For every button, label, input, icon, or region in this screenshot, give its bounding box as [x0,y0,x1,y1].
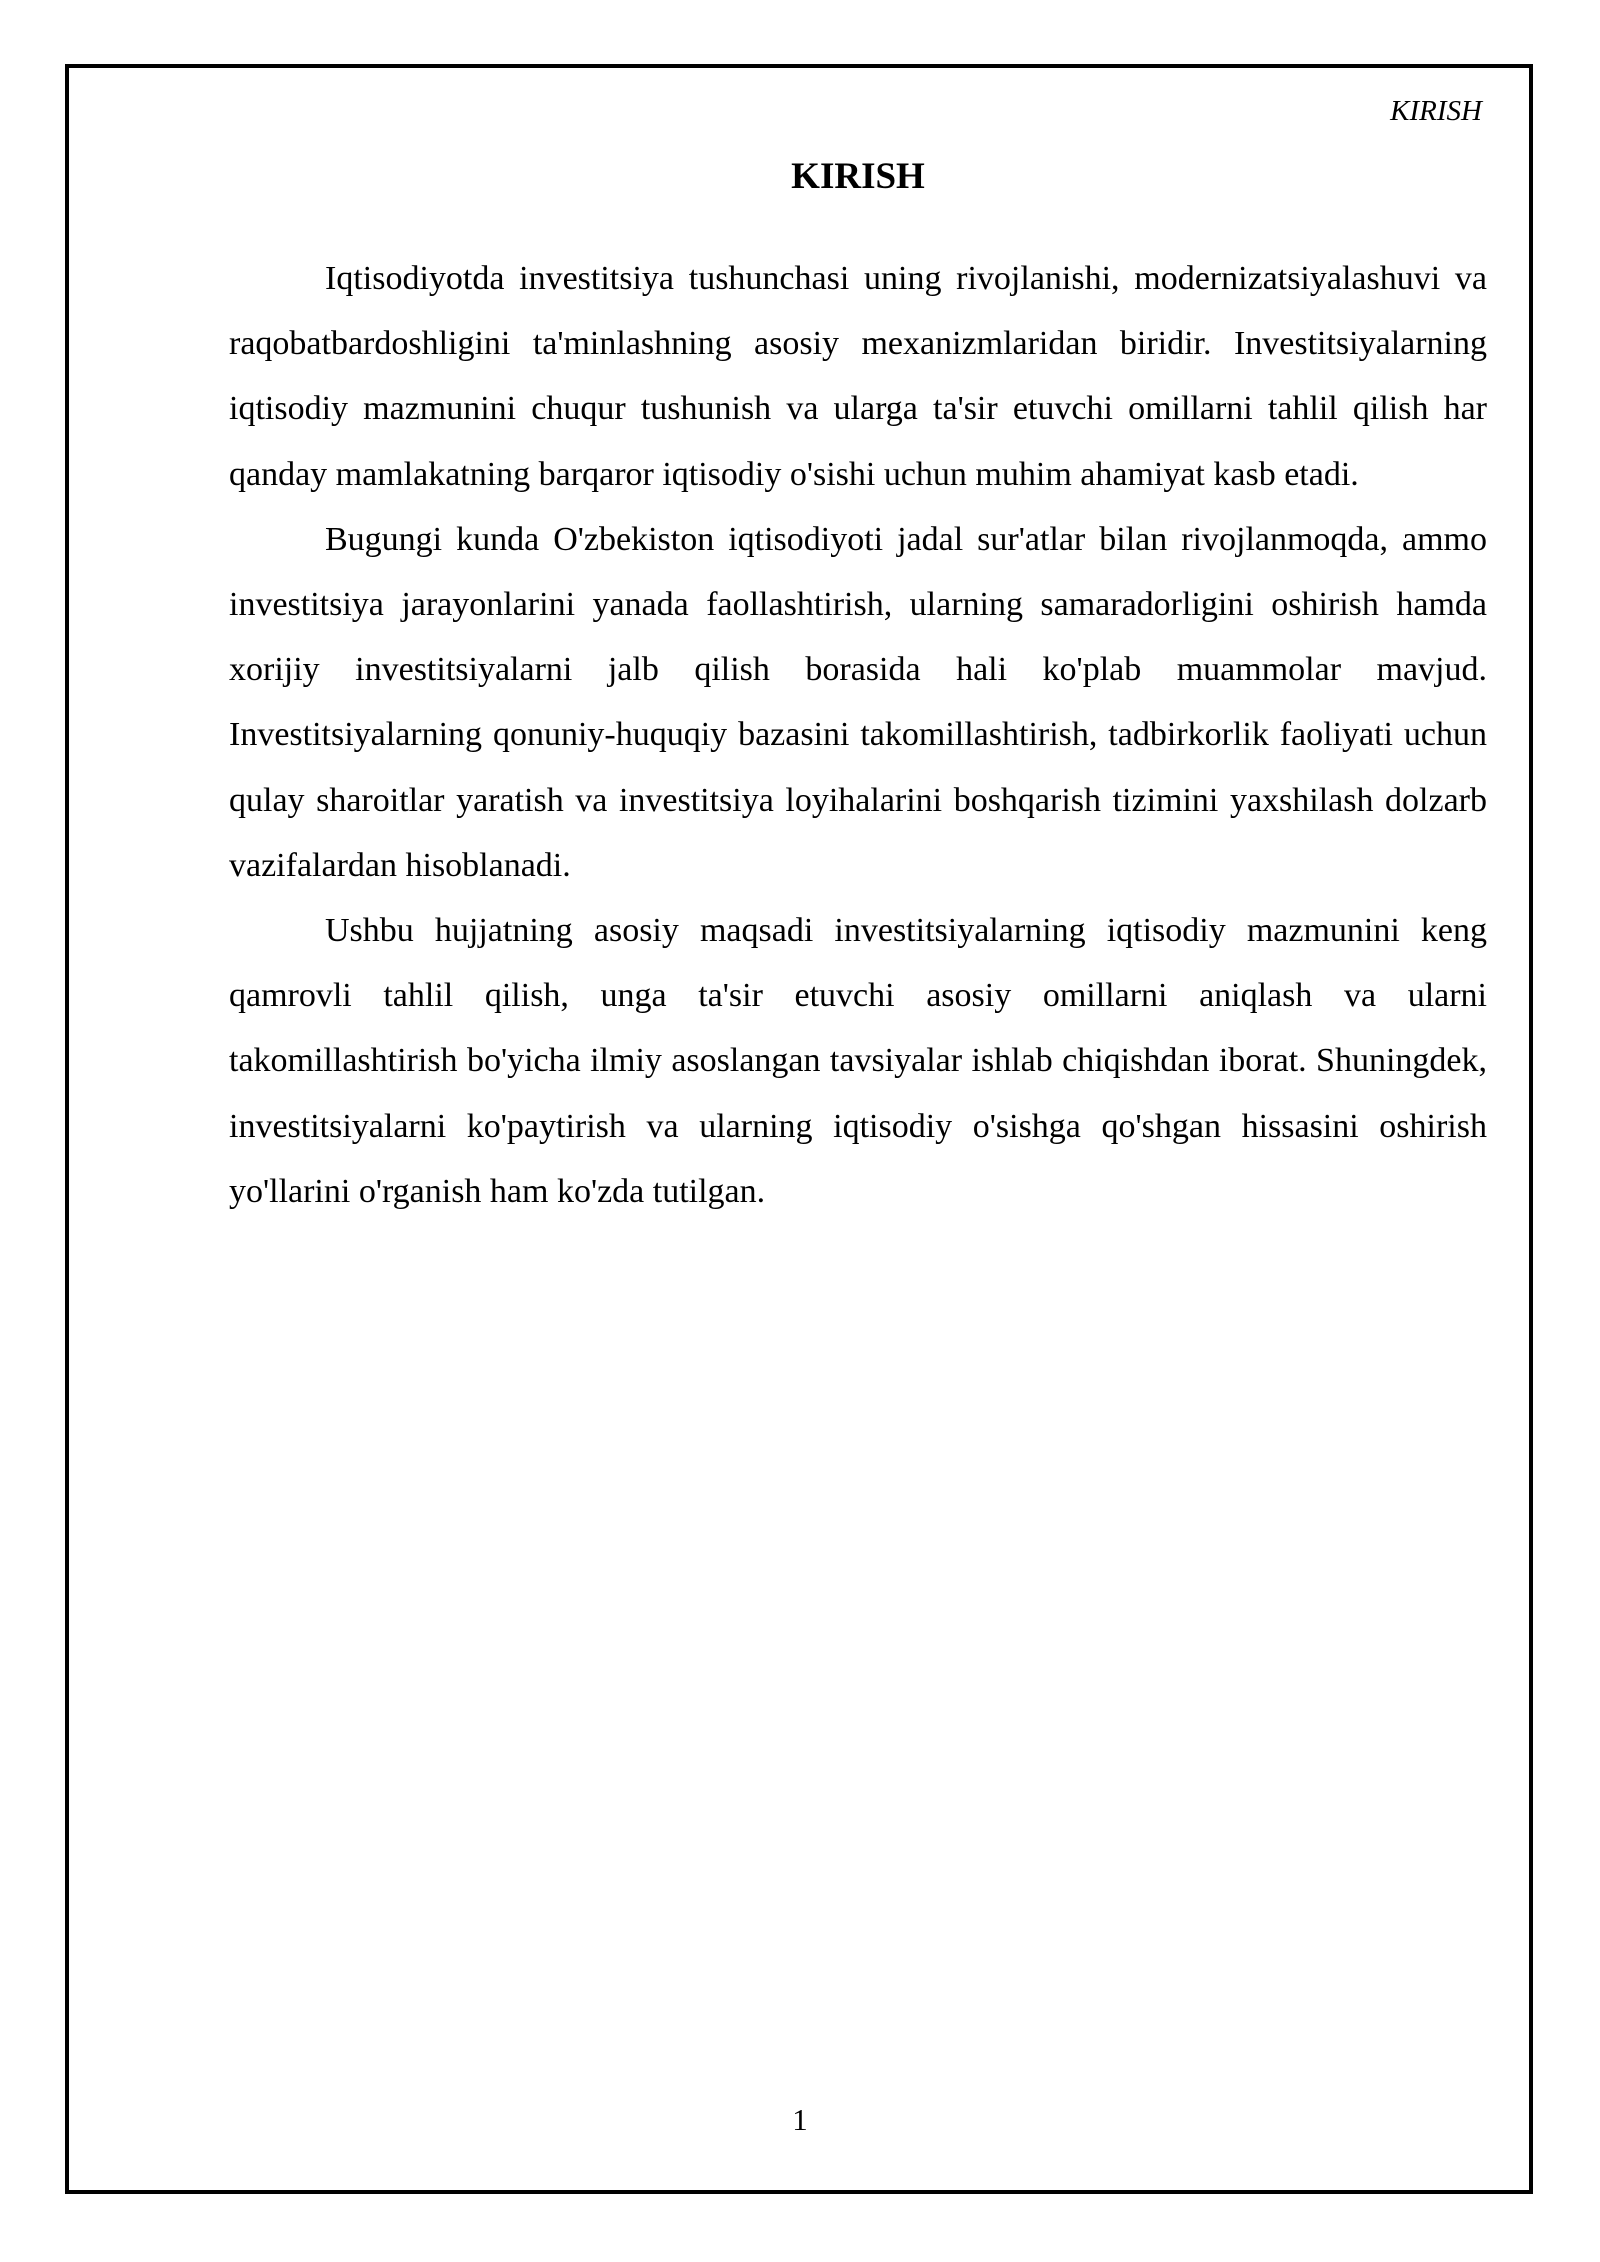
page-number: 1 [792,2102,808,2137]
paragraph-3: Ushbu hujjatning asosiy maqsadi investitsiyalarning iqtisodiy mazmunini keng qamrovli tahlil qilish, unga ta'sir etuvchi asosiy omillarni aniqlash va ularni takomillashtirish bo'yicha ilmiy asoslangan tavsiyalar ishlab chiqishdan iborat. Shuningdek, investitsiyalarni ko'paytirish va ularning iqtisodiy o'sishga qo'shgan hissasini oshirish yo'llarini o'rganish ham ko'zda tutilgan. [229,912,1487,1210]
paragraph-2: Bugungi kunda O'zbekiston iqtisodiyoti jadal sur'atlar bilan rivojlanmoqda, ammo investitsiya jarayonlarini yanada faollashtirish, ularning samaradorligini oshirish hamda xorijiy investitsiyalarni jalb qilish borasida hali ko'plab muammolar mavjud. Investitsiyalarning qonuniy-huquqiy bazasini takomillashtirish, tadbirkorlik faoliyati uchun qulay sharoitlar yaratish va investitsiya loyihalarini boshqarish tizimini yaxshilash dolzarb vazifalardan hisoblanadi. [229,520,1487,884]
running-header: KIRISH [1390,95,1482,127]
document-title: KIRISH [791,156,925,197]
body-text [229,246,1487,1224]
paragraph-1: Iqtisodiyotda investitsiya tushunchasi uning rivojlanishi, modernizatsiyalashuvi va raqobatbardoshligini ta'minlashning asosiy mexanizmlaridan biridir. Investitsiyalarning iqtisodiy mazmunini chuqur tushunish va ularga ta'sir etuvchi omillarni tahlil qilish har qanday mamlakatning barqaror iqtisodiy o'sishi uchun muhim ahamiyat kasb etadi. [229,260,1487,493]
